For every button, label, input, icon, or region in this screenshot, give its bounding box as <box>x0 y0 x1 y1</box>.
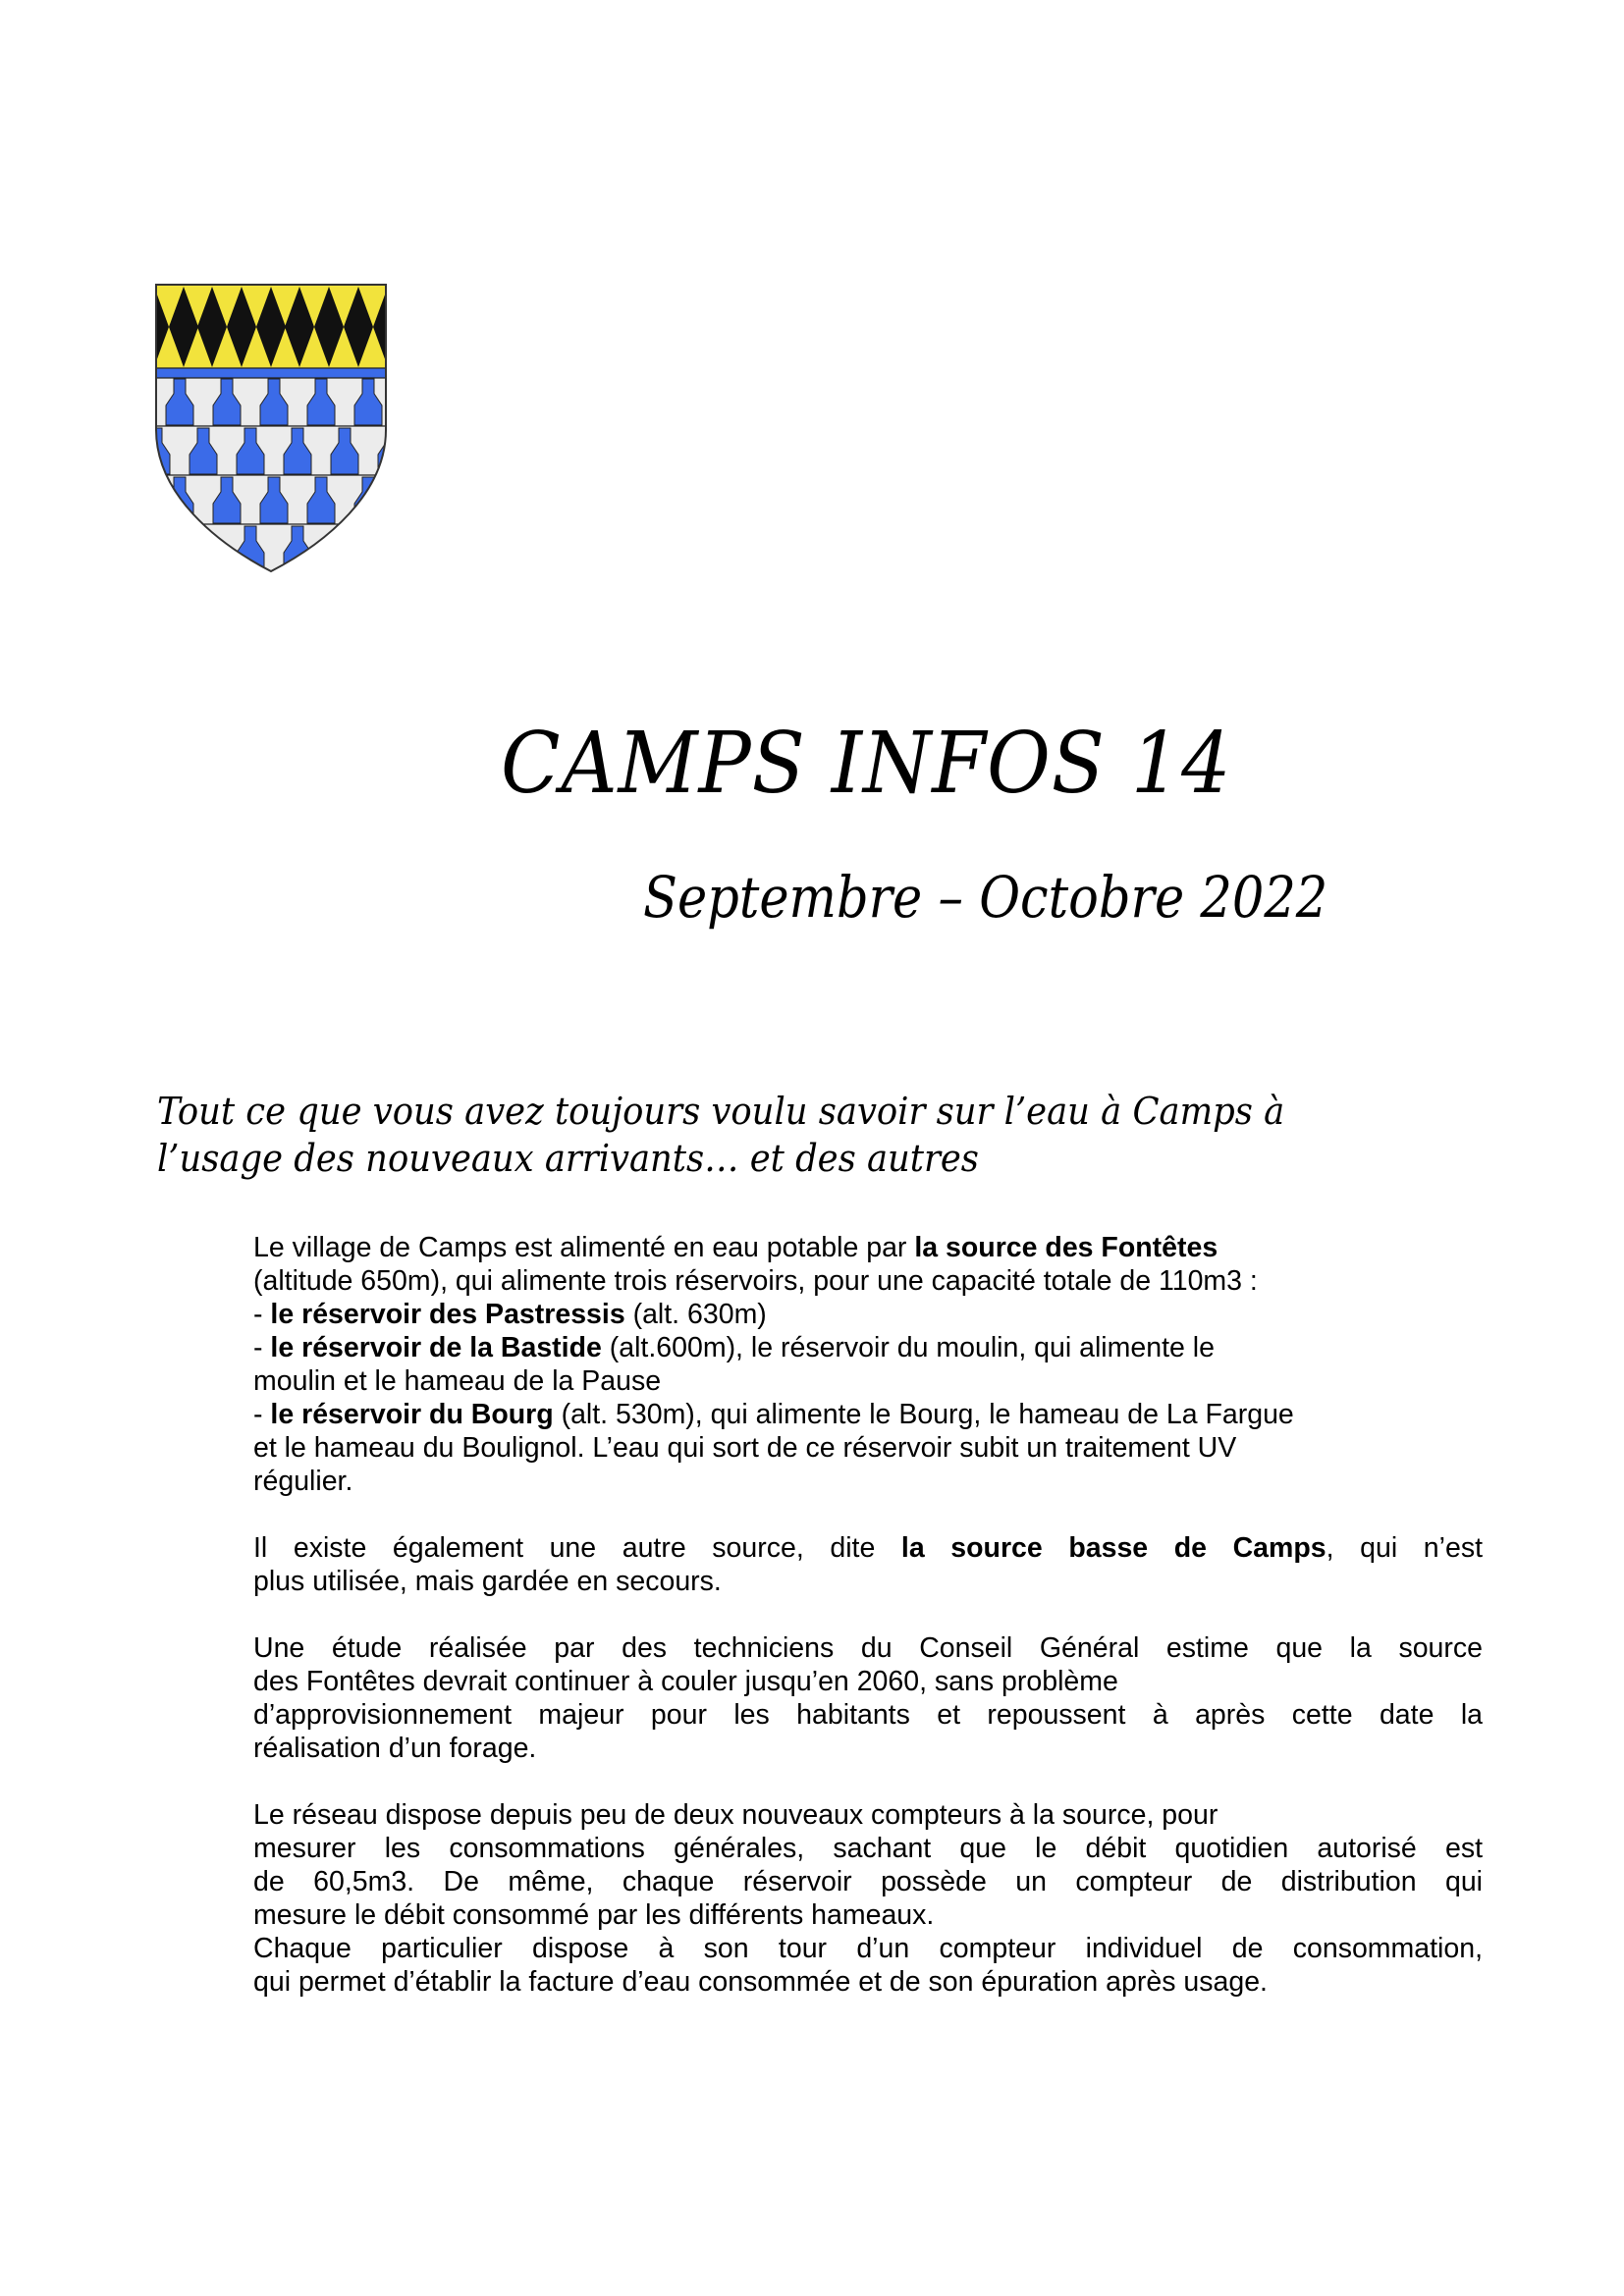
newsletter-title: CAMPS INFOS 14 <box>501 715 1232 813</box>
heading-line: Tout ce que vous avez toujours voulu savoir sur l’eau à Camps à <box>157 1090 1285 1133</box>
paragraph-backup-source: Il existe également une autre source, dite la source basse de Camps, qui n’est plus utilisée, mais gardée en secours. <box>253 1532 1483 1597</box>
article-body <box>253 1231 1483 2032</box>
reservoir-item: - le réservoir de la Bastide (alt.600m), le réservoir du moulin, qui alimente le <box>253 1332 1215 1363</box>
reservoir-item: - le réservoir des Pastressis (alt. 630m) <box>253 1299 767 1330</box>
reservoir-item: - le réservoir du Bourg (alt. 530m), qui alimente le Bourg, le hameau de La Fargue <box>253 1399 1294 1430</box>
paragraph-meters: Le réseau dispose depuis peu de deux nouveaux compteurs à la source, pour mesurer les consommations générales, sachant que le débit quotidien autorisé est de 60,5m3. De même, chaque réservoir possède un compteur de distribution qui mesure le débit consommé par les différents hameaux. Chaque particulier dispose à son tour d’un compteur individuel de consommation, qui permet d’établir la facture d’eau consommée et de son épuration après usage. <box>253 1799 1483 1998</box>
coat-of-arms-icon <box>154 283 388 573</box>
source-name: la source des Fontêtes <box>914 1232 1218 1263</box>
article-heading <box>157 1088 1508 1182</box>
issue-date: Septembre – Octobre 2022 <box>643 864 1328 931</box>
paragraph-study: Une étude réalisée par des techniciens du Conseil Général estime que la source des Fontêtes devrait continuer à couler jusqu’en 2060, sans problème d’approvisionnement majeur pour les habitants et repoussent à après cette date la réalisation d’un forage. <box>253 1632 1483 1764</box>
paragraph-water-sources: Le village de Camps est alimenté en eau potable par la source des Fontêtes (altitude 650m), qui alimente trois réservoirs, pour une capacité totale de 110m3 : - le réservoir des Pastressis (alt. 630m) - le réservoir de la Bastide (alt.600m), le réservoir du moulin, qui alimente le moulin et le hameau de la Pause - le réservoir du Bourg (alt. 530m), qui alimente le Bourg, le hameau de La Fargue et le hameau du Boulignol. L’eau qui sort de ce réservoir subit un traitement UV régulier. <box>253 1231 1483 1498</box>
heading-line: l’usage des nouveaux arrivants… et des autres <box>157 1137 979 1180</box>
